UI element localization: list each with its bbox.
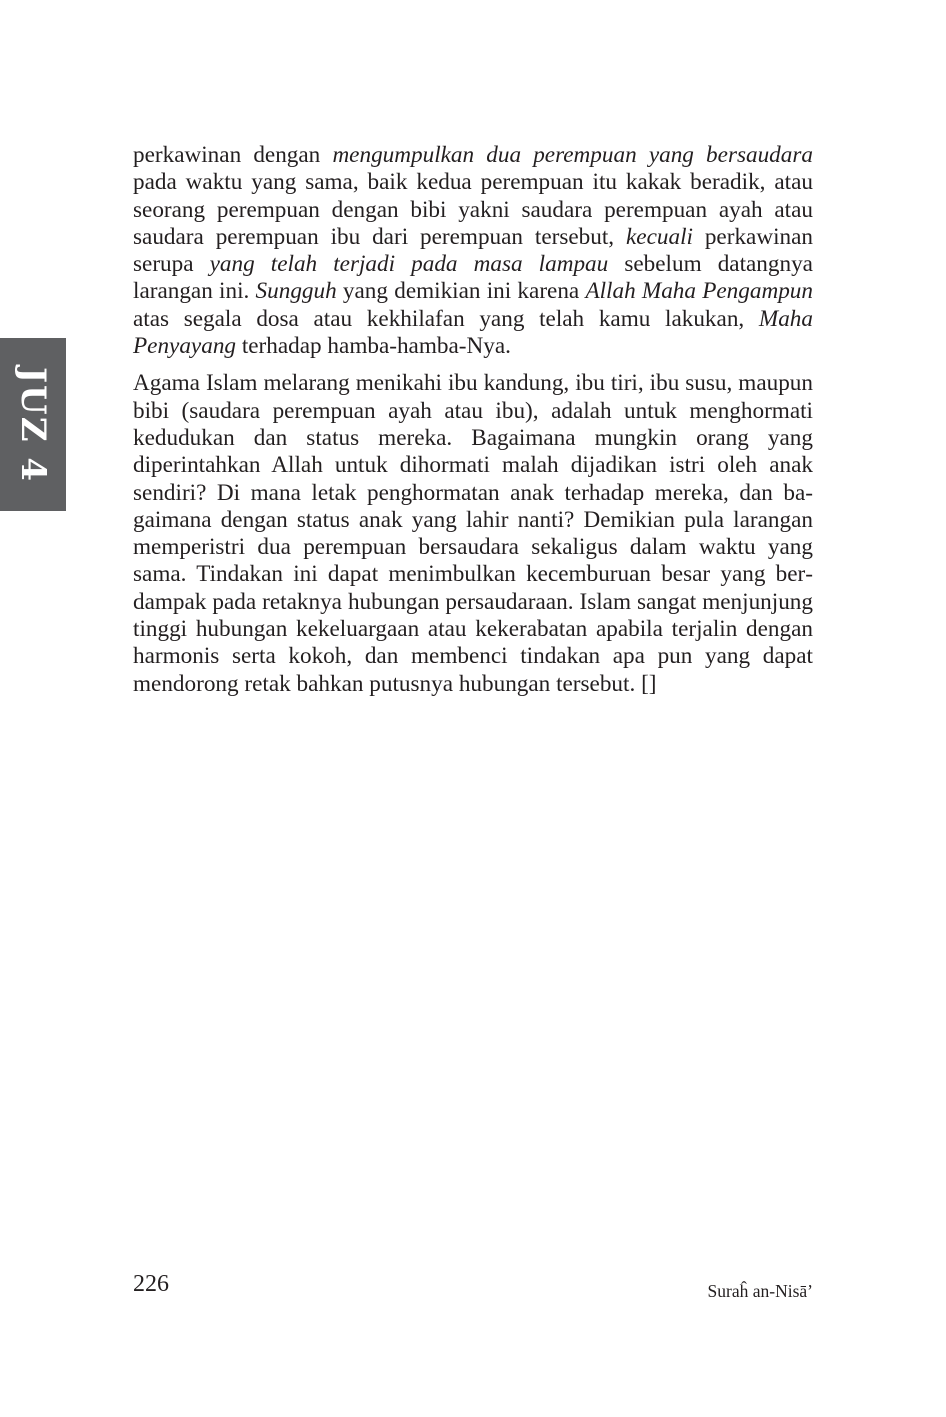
p1-italic-run: Sungguh [255,278,337,305]
p1-run: atas segala dosa atau kekhilafan yang telah kamu lakukan, [133,305,759,332]
p1-italic-run: Maha Penyayang [133,305,813,360]
p1-run: perkawinan serupa [133,223,813,278]
p1-run: sebelum datangnya larangan ini. [133,251,813,305]
juz-side-tab [0,338,66,511]
p1-run: yang demikian ini karena [336,278,586,305]
p1-italic-run: yang telah terjadi pada masa lampau [209,251,609,278]
p1-run: terhadap hamba-hamba-Nya. [236,333,511,360]
p1-run: perkawinan dengan [133,142,333,168]
paragraph-2: Agama Islam melarang menikahi ibu kandung, ibu tiri, ibu susu, maupun bibi (saudara perempuan ayah atau ibu), adalah untuk menghormati kedudukan dan status mereka. Bagaimana mungkin orang yang diperintahkan Allah untuk dihormati malah dijadikan istri oleh anak sendiri? Di mana letak penghormatan anak terhadap mereka, dan bagaimana dengan status anak yang lahir nanti? Demikian pula larangan memperistri dua perempuan bersaudara sekaligus dalam waktu yang sama. Tindakan ini dapat menimbulkan kecemburuan besar yang berdampak pada retaknya hubungan persaudaraan. Islam sangat menjunjung tinggi hubungan kekeluargaan atau kekerabatan apabila terjalin dengan harmonis serta kokoh, dan membenci tindakan apa pun yang dapat mendorong retak bahkan putusnya hubungan tersebut. [] [133,370,813,697]
p1-italic-run: kecuali [626,223,693,250]
p1-italic-run: Allah Maha Pengampun [585,278,813,305]
running-footer-title: Suraĥ an-Nisā’ [707,1281,813,1301]
page-body [133,142,813,698]
juz-label: JUZ 4 [13,366,53,483]
page-number: 226 [133,1271,169,1297]
p1-run: pada waktu yang sama, baik kedua perempuan itu kakak beradik, atau seorang perempuan dengan bibi yakni saudara perempuan ayah atau saudara perempuan ibu dari perempuan tersebut, [133,169,813,250]
paragraph-1 [133,142,813,360]
p1-italic-run: mengumpulkan dua perempuan yang bersaudara [332,142,813,168]
